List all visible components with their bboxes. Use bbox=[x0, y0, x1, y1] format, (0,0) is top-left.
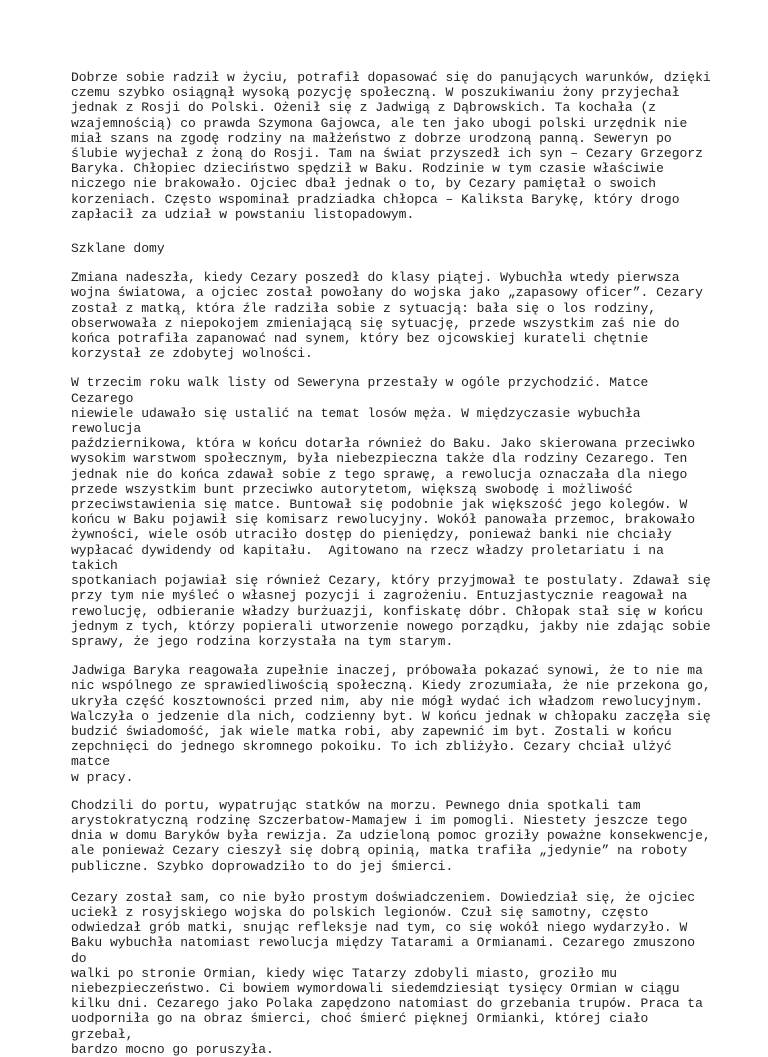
paragraph-4: Jadwiga Baryka reagowała zupełnie inaczej, próbowała pokazać synowi, że to nie ma nic wspólnego ze sprawiedliwością społeczną. Kiedy zrozumiała, że nie przekona go, ukryła część kosztowności przed nim, aby nie mógł wydać ich władzom rewolucyjnym. Walczyła o jedzenie dla nich, codzienny byt. W końcu jednak w chłopaku zaczęła się budzić świadomość, jak wiele matka robi, aby zapewnić im byt. Zostali w końcu zepchnięci do jednego skromnego pokoiku. To ich zbliżyło. Cezary chciał ulżyć matce w pracy. bbox=[71, 663, 711, 785]
section-heading: Szklane domy bbox=[71, 241, 165, 257]
document-page bbox=[71, 70, 711, 1057]
paragraph-5: Chodzili do portu, wypatrując statków na morzu. Pewnego dnia spotkali tam arystokratyczną rodzinę Szczerbatow-Mamajew i im pomogli. Niestety jeszcze tego dnia w domu Baryków była rewizja. Za udzieloną pomoc groziły poważne konsekwencje, ale ponieważ Cezary cieszył się dobrą opinią, matka trafiła „jedynie” na roboty publiczne. Szybko doprowadziło to do jej śmierci. bbox=[71, 797, 711, 874]
paragraph-1: Dobrze sobie radził w życiu, potrafił dopasować się do panujących warunków, dzięki czemu szybko osiągnął wysoką pozycję społeczną. W poszukiwaniu żony przyjechał jednak z Rosji do Polski. Ożenił się z Jadwigą z Dąbrowskich. Ta kochała (z wzajemnością) co prawda Szymona Gajowca, ale ten jako ubogi polski urzędnik nie miał szans na zgodę rodziny na małżeństwo z dobrze urodzoną panną. Seweryn po ślubie wyjechał z żoną do Rosji. Tam na świat przyszedł ich syn – Cezary Grzegorz Baryka. Chłopiec dzieciństwo spędził w Baku. Rodzinie w tym czasie właściwie niczego nie brakowało. Ojciec dbał jednak o to, by Cezary pamiętał o swoich korzeniach. Często wspominał pradziadka chłopca – Kaliksta Barykę, który drogo zapłacił za udział w powstaniu listopadowym. bbox=[71, 70, 711, 222]
paragraph-6: Cezary został sam, co nie było prostym doświadczeniem. Dowiedział się, że ojciec uciekł z rosyjskiego wojska do polskich legionów. Czuł się samotny, często odwiedzał grób matki, snując refleksje nad tym, co się wokół niego wydarzyło. W Baku wybuchła natomiast rewolucja między Tatarami a Ormianami. Cezarego zmuszono do walki po stronie Ormian, kiedy więc Tatarzy zdobyli miasto, groziło mu niebezpieczeństwo. Ci bowiem wymordowali siedemdziesiąt tysięcy Ormian w ciągu kilku dni. Cezarego jako Polaka zapędzono natomiast do grzebania trupów. Praca ta uodporniła go na obraz śmierci, choć śmierć pięknej Ormianki, której ciało grzebał, bardzo mocno go poruszyła. bbox=[71, 889, 703, 1057]
paragraph-2: Zmiana nadeszła, kiedy Cezary poszedł do klasy piątej. Wybuchła wtedy pierwsza wojna światowa, a ojciec został powołany do wojska jako „zapasowy oficer”. Cezary został z matką, która źle radziła sobie z sytuacją: bała się o los rodziny, obserwowała z niepokojem zmieniającą się sytuację, przede wszystkim zaś nie do końca potrafiła zapanować nad synem, który bez ojcowskiej kurateli chętnie korzystał ze zdobytej wolności. bbox=[71, 270, 703, 362]
paragraph-3: W trzecim roku walk listy od Seweryna przestały w ogóle przychodzić. Matce Cezarego niewiele udawało się ustalić na temat losów męża. W międzyczasie wybuchła rewolucja październikowa, która w końcu dotarła również do Baku. Jako skierowana przeciwko wysokim warstwom społecznym, była niebezpieczna także dla rodziny Cezarego. Ten jednak nie do końca zdawał sobie z tego sprawę, a rewolucja oznaczała dla niego przede wszystkim bunt przeciwko autorytetom, większą swobodę i możliwość przeciwstawienia się matce. Buntował się podobnie jak większość jego kolegów. W końcu w Baku pojawił się komisarz rewolucyjny. Wokół panowała przemoc, brakowało żywności, wiele osób utraciło dostęp do pieniędzy, ponieważ banki nie chciały wypłacać dywidendy od kapitału. Agitowano na rzecz władzy proletariatu i na takich spotkaniach pojawiał się również Cezary, który przyjmował te postulaty. Zdawał się przy tym nie myśleć o własnej pozycji i zagrożeniu. Entuzjastycznie reagował na rewolucję, odbieranie władzy burżuazji, konfiskatę dóbr. Chłopak stał się w końcu jednym z tych, którzy popierali utworzenie nowego porządku, jakby nie zdając sobie sprawy, że jego rodzina korzystała na tym starym. bbox=[71, 375, 711, 649]
